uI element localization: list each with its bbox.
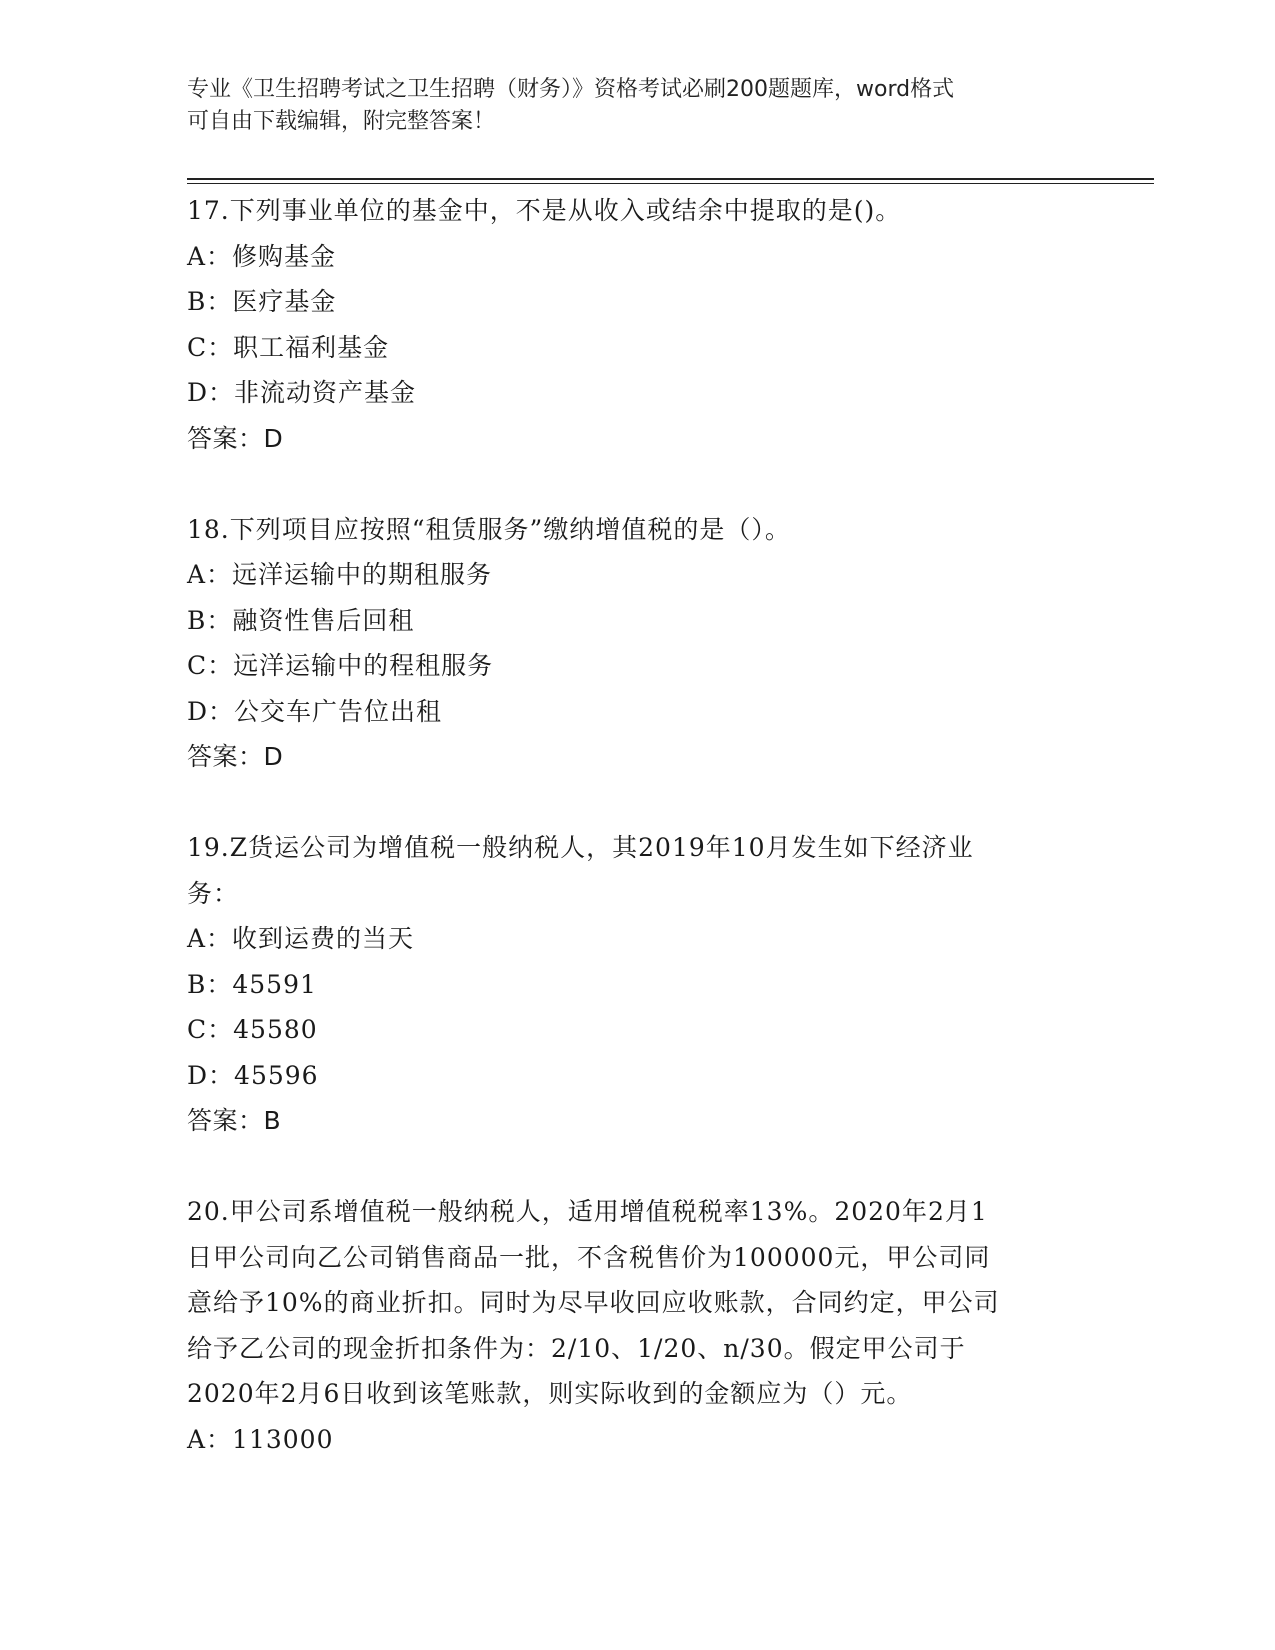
question-stem-line-4: 给予乙公司的现金折扣条件为：2/10、1/20、n/30。假定甲公司于: [187, 1333, 966, 1363]
question-spacer: [187, 780, 1087, 826]
header-line-1: 专业《卫生招聘考试之卫生招聘（财务）》资格考试必刷200题题库，word格式: [187, 77, 955, 102]
option-a: A：修购基金: [187, 241, 337, 271]
option-d: D：公交车广告位出租: [187, 696, 443, 726]
option-c: C：远洋运输中的程租服务: [187, 651, 494, 680]
option-d: D：非流动资产基金: [187, 378, 417, 407]
option-a: A：收到运费的当天: [187, 924, 415, 953]
answer-label: 答案：D: [187, 742, 284, 771]
question-20: [187, 1189, 1087, 1462]
question-19: [187, 825, 1087, 1144]
question-stem-line-2: 日甲公司向乙公司销售商品一批，不含税售价为100000元，甲公司同: [187, 1242, 991, 1272]
option-c: C：职工福利基金: [187, 332, 390, 362]
question-18: [187, 507, 1087, 780]
question-stem-line-3: 意给予10%的商业折扣。同时为尽早收回应收账款，合同约定，甲公司: [187, 1288, 1000, 1317]
document-header: [187, 74, 1067, 138]
header-divider-thin: [187, 183, 1154, 184]
option-b: B：医疗基金: [187, 287, 337, 316]
question-17: [187, 188, 1087, 461]
header-line-2: 可自由下载编辑，附完整答案！: [187, 109, 496, 134]
option-c: C：45580: [187, 1015, 318, 1044]
question-spacer: [187, 461, 1087, 507]
option-b: B：45591: [187, 969, 317, 999]
question-spacer: [187, 1144, 1087, 1190]
question-list: [187, 188, 1087, 1462]
option-a: A：113000: [187, 1424, 334, 1454]
option-b: B：融资性售后回租: [187, 605, 415, 635]
answer-label: 答案：D: [187, 423, 284, 453]
question-stem: 18.下列项目应按照“租赁服务”缴纳增值税的是（）。: [187, 514, 791, 544]
question-stem-line-1: 20.甲公司系增值税一般纳税人，适用增值税税率13%。2020年2月1: [187, 1197, 988, 1226]
header-divider-thick: [187, 178, 1154, 180]
question-stem-line-2: 务：: [187, 878, 240, 908]
option-a: A：远洋运输中的期租服务: [187, 560, 493, 589]
answer-label: 答案：B: [187, 1106, 282, 1135]
option-d: D：45596: [187, 1060, 319, 1090]
question-stem-line-1: 19.Z货运公司为增值税一般纳税人，其2019年10月发生如下经济业: [187, 833, 974, 862]
question-stem-line-5: 2020年2月6日收到该笔账款，则实际收到的金额应为（）元。: [187, 1379, 913, 1408]
question-stem: 17.下列事业单位的基金中，不是从收入或结余中提取的是()。: [187, 196, 902, 225]
